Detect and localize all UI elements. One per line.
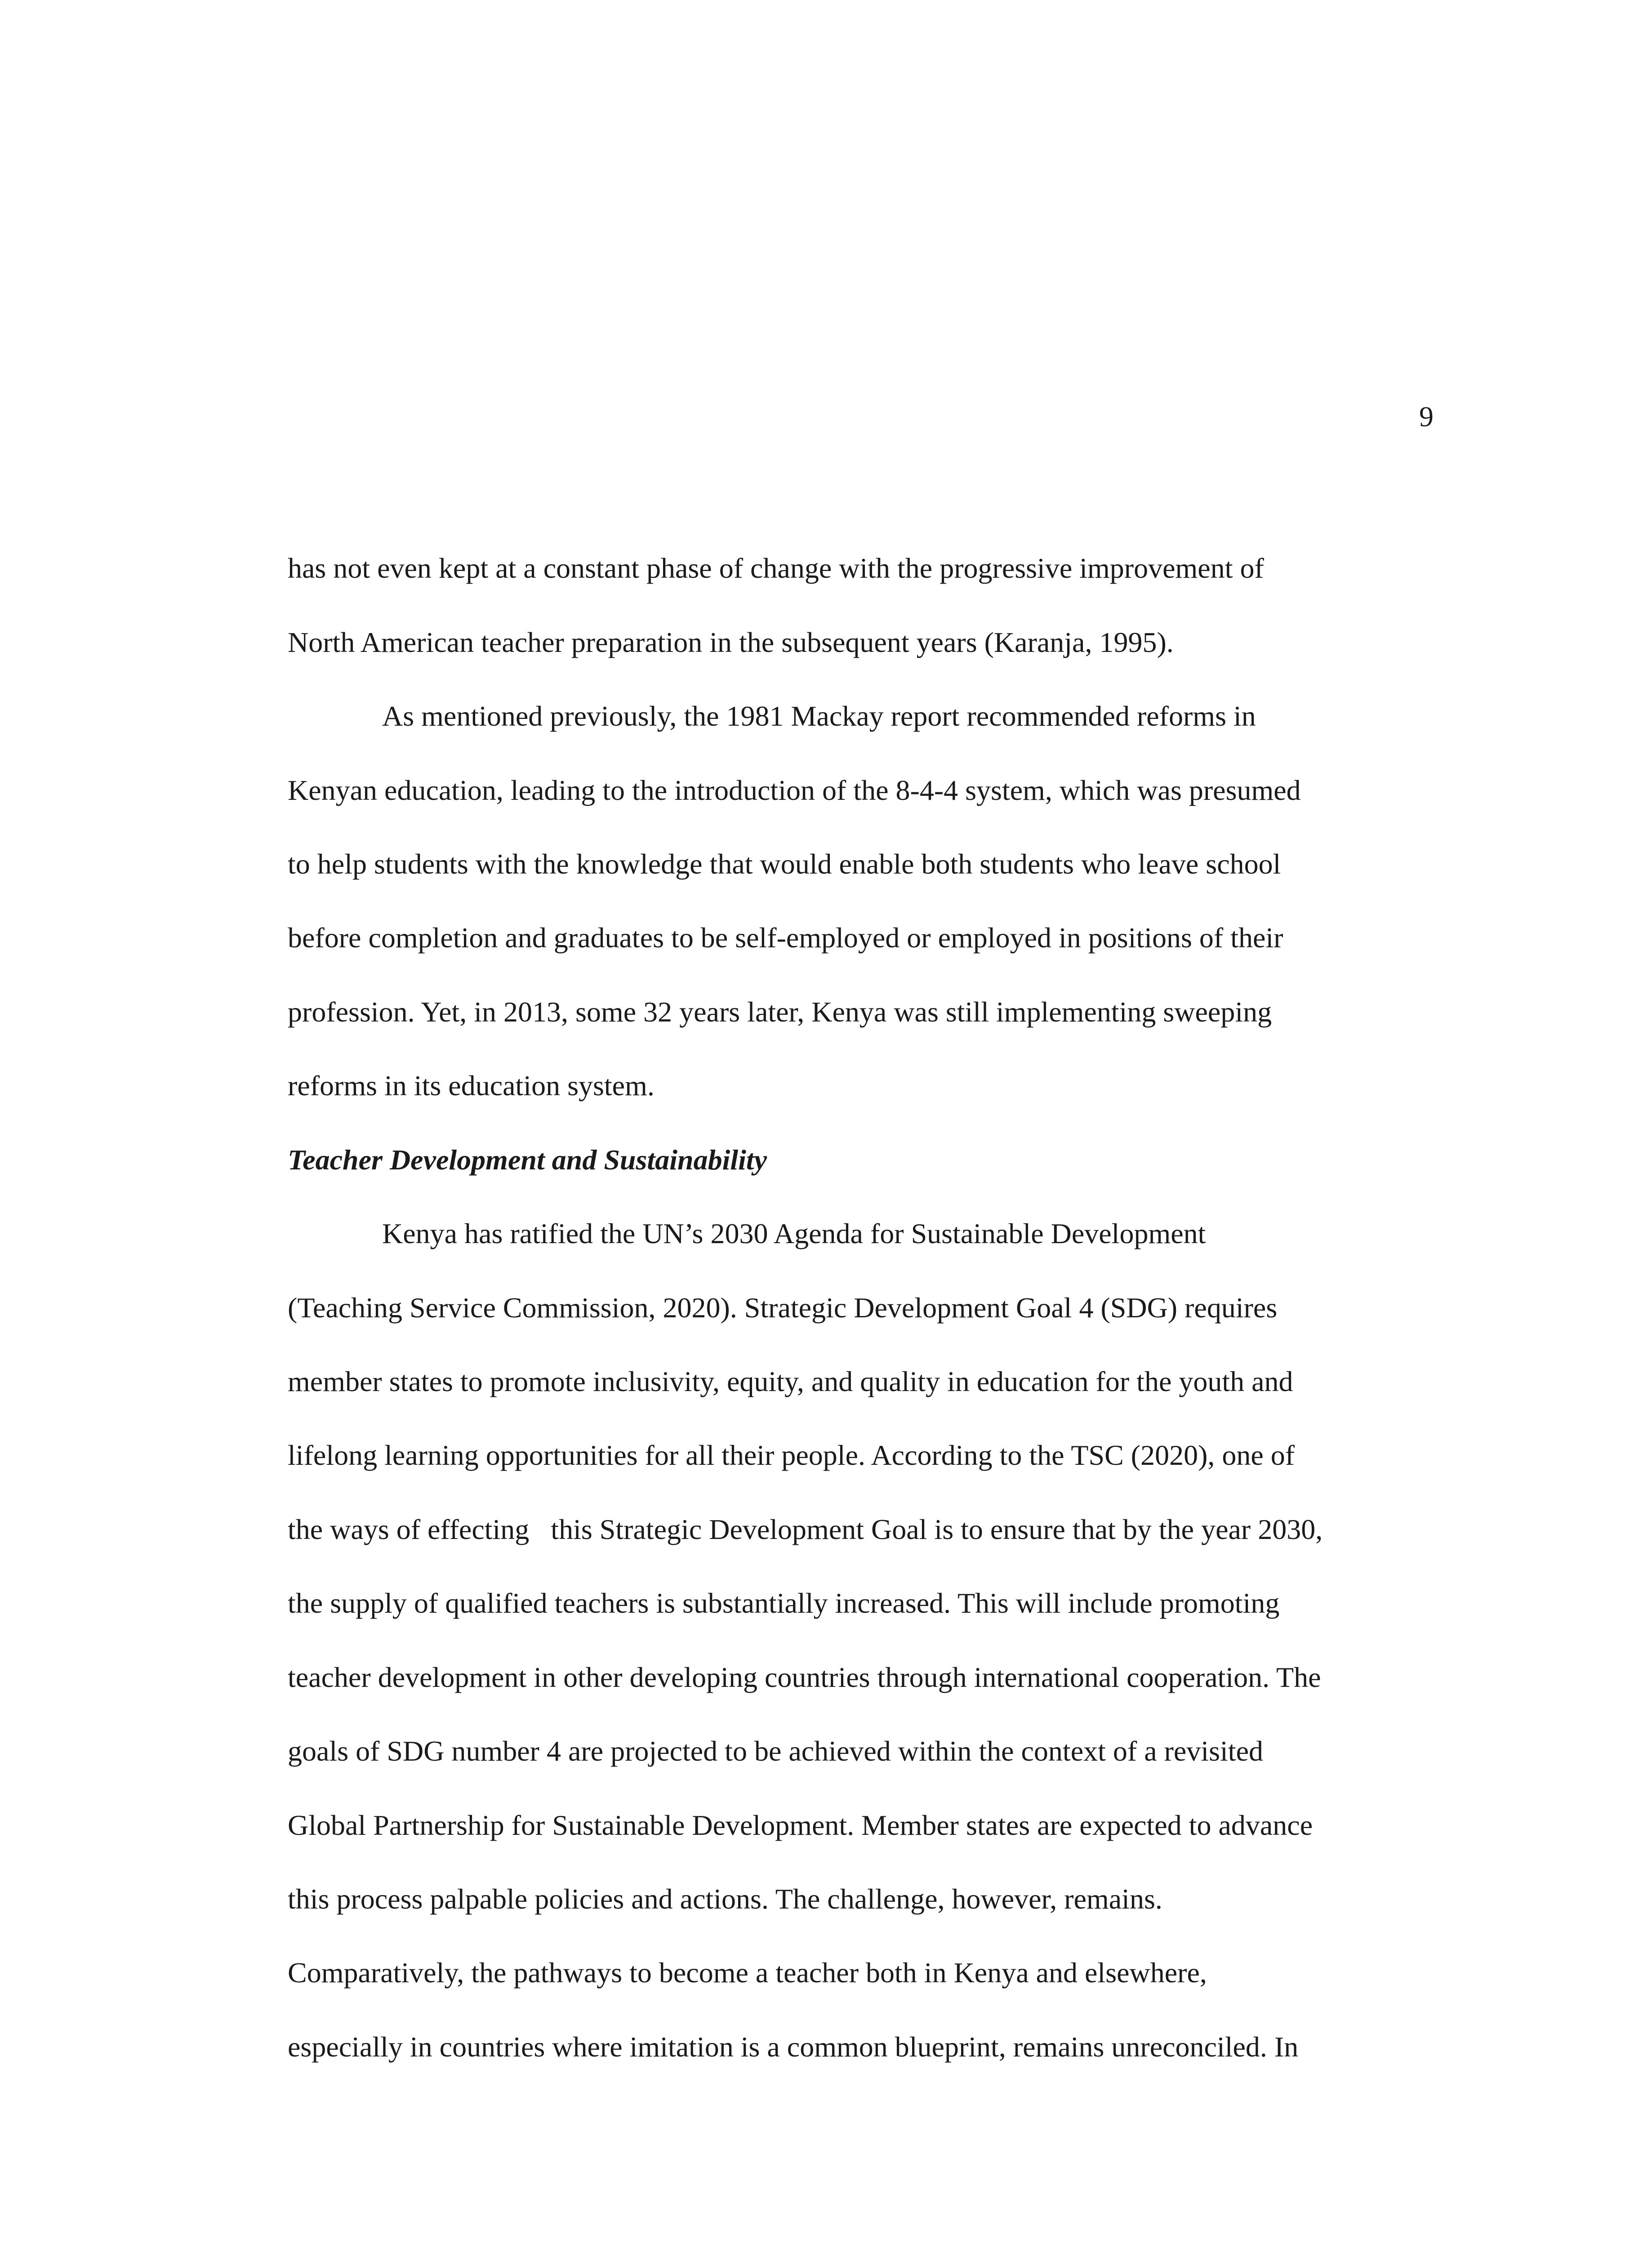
- body-line-13: the ways of effecting this Strategic Development Goal is to ensure that by the year 2030,: [288, 1513, 1323, 1545]
- body-line-16: goals of SDG number 4 are projected to be achieved within the context of a revisited: [288, 1735, 1263, 1767]
- body-line-4: Kenyan education, leading to the introduction of the 8-4-4 system, which was presumed: [288, 774, 1301, 806]
- body-line-15: teacher development in other developing countries through international cooperation. The: [288, 1661, 1321, 1693]
- body-line-11: member states to promote inclusivity, equity, and quality in education for the youth and: [288, 1365, 1293, 1397]
- page-number: 9: [1419, 401, 1434, 433]
- body-line-6: before completion and graduates to be self-employed or employed in positions of their: [288, 922, 1283, 954]
- body-line-9: Kenya has ratified the UN’s 2030 Agenda for Sustainable Development: [382, 1218, 1206, 1249]
- body-line-2: North American teacher preparation in the subsequent years (Karanja, 1995).: [288, 626, 1174, 658]
- body-line-8: reforms in its education system.: [288, 1070, 655, 1102]
- body-line-5: to help students with the knowledge that would enable both students who leave school: [288, 848, 1281, 880]
- body-line-20: especially in countries where imitation is a common blueprint, remains unreconciled. In: [288, 2031, 1299, 2063]
- body-line-12: lifelong learning opportunities for all their people. According to the TSC (2020), one of: [288, 1439, 1295, 1471]
- body-line-19: Comparatively, the pathways to become a teacher both in Kenya and elsewhere,: [288, 1957, 1207, 1989]
- body-line-14: the supply of qualified teachers is substantially increased. This will include promoting: [288, 1587, 1280, 1619]
- body-line-3: As mentioned previously, the 1981 Mackay report recommended reforms in: [382, 700, 1256, 732]
- body-line-7: profession. Yet, in 2013, some 32 years later, Kenya was still implementing sweeping: [288, 996, 1272, 1028]
- body-line-18: this process palpable policies and actions. The challenge, however, remains.: [288, 1883, 1162, 1915]
- body-line-17: Global Partnership for Sustainable Development. Member states are expected to advance: [288, 1809, 1313, 1841]
- body-line-1: has not even kept at a constant phase of change with the progressive improvement of: [288, 552, 1264, 584]
- section-heading: Teacher Development and Sustainability: [288, 1144, 767, 1176]
- body-line-10: (Teaching Service Commission, 2020). Strategic Development Goal 4 (SDG) requires: [288, 1292, 1278, 1324]
